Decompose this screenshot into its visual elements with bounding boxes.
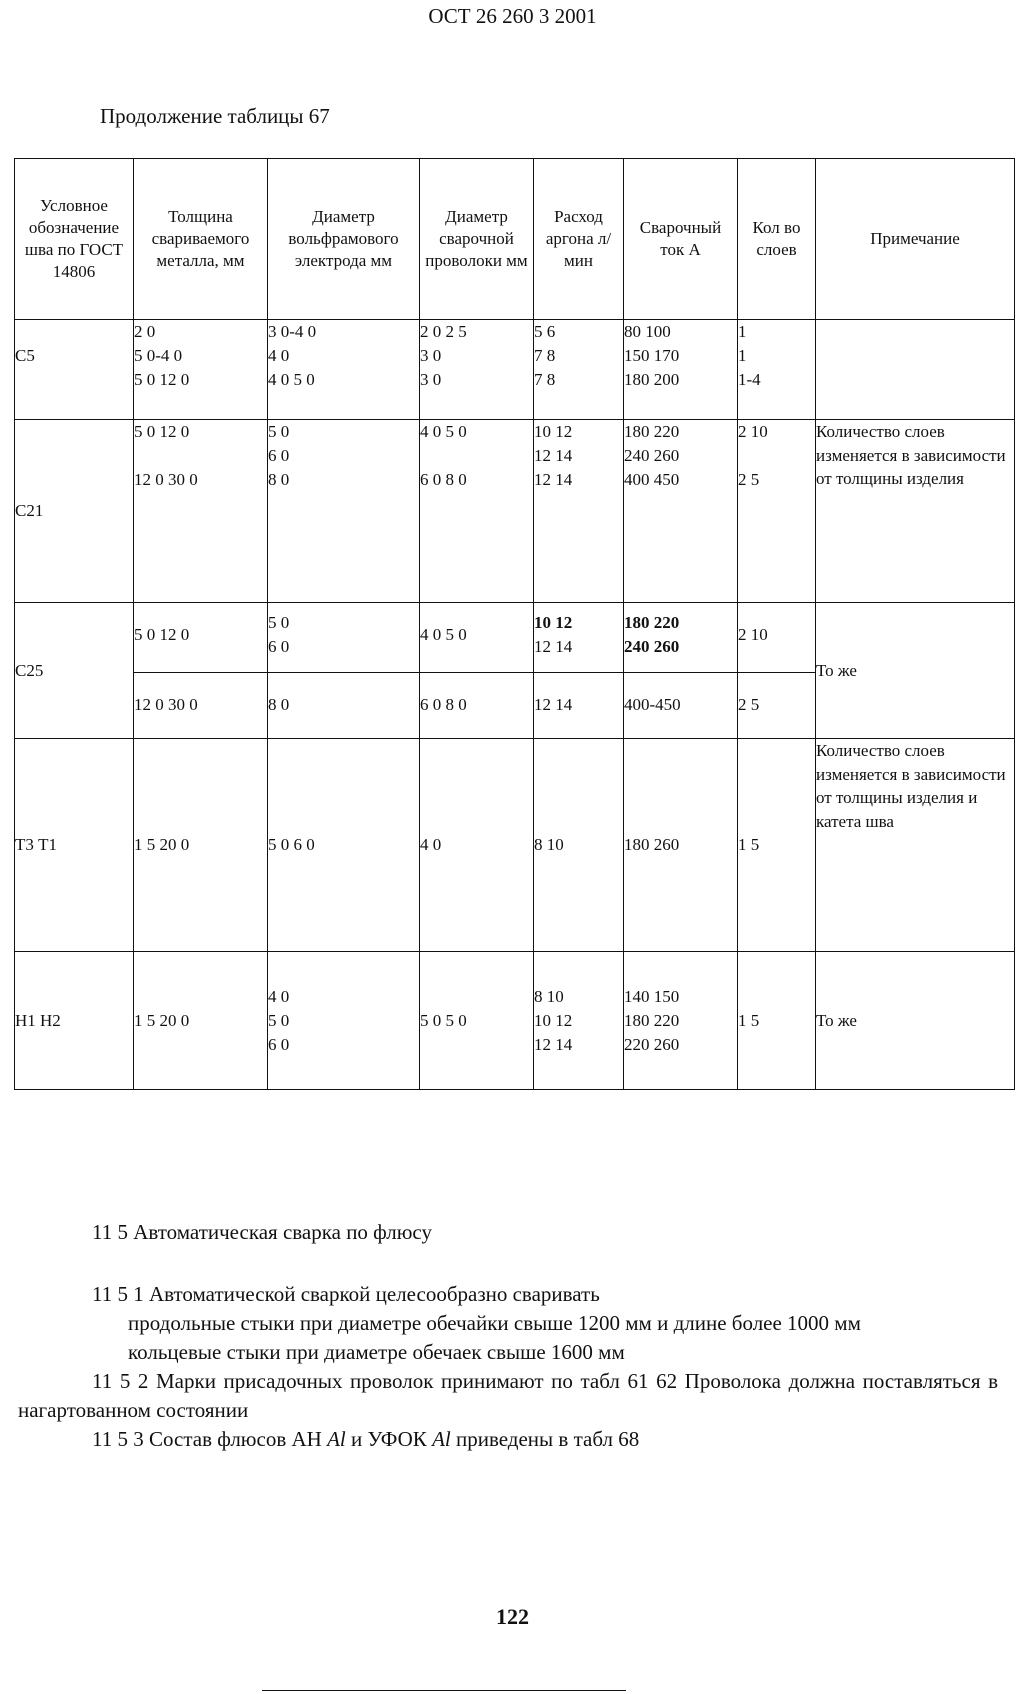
cell-value: 5 0 xyxy=(268,613,290,632)
cell-value: 5 0 xyxy=(268,422,290,441)
footer-rule xyxy=(262,1690,626,1691)
cell-value: 12 0 30 0 xyxy=(134,695,198,714)
paragraph: продольные стыки при диаметре обечайки свыше 1200 мм и длине более 1000 мм xyxy=(128,1311,861,1335)
cell-value xyxy=(134,444,267,468)
cell-value: 220 260 xyxy=(624,1034,680,1054)
cell-value: 12 0 30 0 xyxy=(134,470,198,489)
cell-value: 3 0 xyxy=(420,370,442,389)
cell-current xyxy=(624,673,738,739)
cell-electrode xyxy=(268,603,420,673)
cell-thickness xyxy=(134,603,268,673)
table-caption: Продолжение таблицы 67 xyxy=(100,104,330,128)
cell-value: 12 14 xyxy=(534,1034,573,1054)
cell-value: 1 5 xyxy=(738,1010,760,1030)
cell-value: 2 10 xyxy=(738,625,768,644)
document-header: ОСТ 26 260 3 2001 xyxy=(428,4,597,28)
row-code-text: С5 xyxy=(15,346,35,365)
cell-value: 1 xyxy=(738,346,747,365)
cell-value: 8 10 xyxy=(534,835,564,854)
table-row xyxy=(15,952,1015,1090)
cell-value: 2 0 2 5 xyxy=(420,322,467,341)
col-header-code: Условное обозначение шва по ГОСТ 14806 xyxy=(15,159,134,320)
cell-current xyxy=(624,739,738,952)
cell-value: 7 8 xyxy=(534,346,556,365)
cell-value: 5 0 5 0 xyxy=(420,1010,467,1030)
cell-value: 180 220 xyxy=(624,613,680,632)
row-code-text: Н1 Н2 xyxy=(15,1010,61,1030)
col-header-note: Примечание xyxy=(816,159,1015,320)
formula-al: Al xyxy=(327,1427,346,1451)
row-code xyxy=(15,320,134,420)
cell-value: 6 0 8 0 xyxy=(420,470,467,489)
paragraph: 11 5 1 Автоматической сваркой целесообразно сваривать xyxy=(92,1282,600,1306)
cell-value: 8 10 xyxy=(534,986,564,1006)
cell-value: 2 5 xyxy=(738,695,760,714)
cell-layers xyxy=(738,739,816,952)
paragraph: кольцевые стыки при диаметре обечаек свыше 1600 мм xyxy=(128,1340,625,1364)
row-code xyxy=(15,603,134,739)
cell-value: 10 12 xyxy=(534,422,573,441)
cell-value: 3 0-4 0 xyxy=(268,322,317,341)
cell-thickness xyxy=(134,673,268,739)
col-header-electrode: Диаметр вольфрамового электрода мм xyxy=(268,159,420,320)
cell-value: 6 0 xyxy=(268,1034,290,1054)
cell-note xyxy=(816,320,1015,420)
cell-value: 3 0 xyxy=(420,346,442,365)
cell-value: 240 260 xyxy=(624,637,680,656)
cell-argon xyxy=(534,420,624,603)
cell-value: 10 12 xyxy=(534,613,573,632)
cell-wire xyxy=(420,603,534,673)
cell-layers xyxy=(738,603,816,673)
cell-value: 5 0 12 0 xyxy=(134,422,190,441)
cell-value: 12 14 xyxy=(534,470,573,489)
formula-al: Al xyxy=(432,1427,451,1451)
row-code xyxy=(15,952,134,1090)
cell-value: 2 0 xyxy=(134,322,156,341)
row-code-text: Т3 Т1 xyxy=(15,835,58,854)
section-heading: 11 5 Автоматическая сварка по флюсу xyxy=(92,1220,432,1244)
cell-value: 12 14 xyxy=(534,695,573,714)
table-row xyxy=(15,420,1015,603)
cell-thickness xyxy=(134,420,268,603)
cell-value xyxy=(420,444,533,468)
cell-argon xyxy=(534,673,624,739)
cell-value: 4 0 5 0 xyxy=(420,625,467,644)
cell-argon xyxy=(534,952,624,1090)
cell-wire xyxy=(420,320,534,420)
page-number: 122 xyxy=(496,1604,529,1629)
cell-value: 5 0 12 0 xyxy=(134,370,190,389)
cell-value: 400-450 xyxy=(624,695,681,714)
cell-value: 4 0 xyxy=(420,835,442,854)
cell-note: То же xyxy=(816,952,1015,1090)
cell-value: 1 5 20 0 xyxy=(134,835,190,854)
welding-table xyxy=(14,158,1015,1090)
table-row xyxy=(15,739,1015,952)
cell-value: 5 0-4 0 xyxy=(134,346,183,365)
cell-value: 5 0 6 0 xyxy=(268,835,315,854)
row-code-text: С25 xyxy=(15,660,44,680)
cell-value: 2 10 xyxy=(738,422,768,441)
cell-value: 4 0 xyxy=(268,986,290,1006)
paragraph-text: приведены в табл 68 xyxy=(450,1427,640,1451)
col-header-layers: Кол во слоев xyxy=(738,159,816,320)
cell-current xyxy=(624,420,738,603)
cell-wire xyxy=(420,673,534,739)
paragraph xyxy=(18,1425,998,1454)
cell-value: 8 0 xyxy=(268,695,290,714)
cell-layers xyxy=(738,420,816,603)
cell-value: 2 5 xyxy=(738,470,760,489)
cell-value: 1 5 20 0 xyxy=(134,1010,190,1030)
col-header-thickness: Толщина свариваемого металла, мм xyxy=(134,159,268,320)
cell-value: 140 150 xyxy=(624,986,680,1006)
cell-electrode xyxy=(268,952,420,1090)
cell-current xyxy=(624,320,738,420)
cell-value: 4 0 xyxy=(268,346,290,365)
table-row xyxy=(15,320,1015,420)
cell-value: 4 0 5 0 xyxy=(420,422,467,441)
cell-note: То же xyxy=(816,603,1015,739)
cell-argon xyxy=(534,739,624,952)
cell-wire xyxy=(420,739,534,952)
row-code xyxy=(15,420,134,603)
cell-electrode xyxy=(268,420,420,603)
cell-thickness xyxy=(134,320,268,420)
cell-layers xyxy=(738,673,816,739)
cell-value: 180 220 xyxy=(624,1010,680,1030)
cell-layers xyxy=(738,320,816,420)
cell-value: 8 0 xyxy=(268,470,290,489)
cell-value: 7 8 xyxy=(534,370,556,389)
cell-value: 6 0 xyxy=(268,446,290,465)
cell-value: 5 0 12 0 xyxy=(134,625,190,644)
cell-current xyxy=(624,603,738,673)
cell-value: 12 14 xyxy=(534,637,573,656)
col-header-current: Сварочный ток А xyxy=(624,159,738,320)
cell-value: 80 100 xyxy=(624,322,671,341)
row-code xyxy=(15,739,134,952)
section-body xyxy=(18,1280,998,1454)
cell-value: 6 0 xyxy=(268,637,290,656)
cell-thickness xyxy=(134,952,268,1090)
cell-value: 400 450 xyxy=(624,470,680,489)
cell-value: 5 0 xyxy=(268,1010,290,1030)
cell-value: 1-4 xyxy=(738,370,761,389)
cell-note: Количество слоев изменяется в зависимости от толщины изделия и катета шва xyxy=(816,739,1015,952)
cell-wire xyxy=(420,420,534,603)
cell-value: 1 xyxy=(738,322,747,341)
cell-electrode xyxy=(268,673,420,739)
paragraph: 11 5 2 Марки присадочных проволок принимают по табл 61 62 Проволока должна поставляться в нагартованном состоянии xyxy=(18,1369,998,1422)
cell-electrode xyxy=(268,320,420,420)
cell-electrode xyxy=(268,739,420,952)
cell-thickness xyxy=(134,739,268,952)
cell-current xyxy=(624,952,738,1090)
cell-value xyxy=(738,444,815,468)
paragraph-text: и УФОК xyxy=(345,1427,433,1451)
cell-value: 240 260 xyxy=(624,446,680,465)
cell-argon xyxy=(534,603,624,673)
cell-value: 180 220 xyxy=(624,422,680,441)
table-row xyxy=(15,603,1015,673)
row-code-text: С21 xyxy=(15,501,44,520)
cell-argon xyxy=(534,320,624,420)
table-header-row xyxy=(15,159,1015,320)
cell-value: 180 200 xyxy=(624,370,680,389)
paragraph-text: 11 5 3 Состав флюсов АН xyxy=(92,1427,328,1451)
cell-value: 4 0 5 0 xyxy=(268,370,315,389)
cell-wire xyxy=(420,952,534,1090)
col-header-wire: Диаметр сварочной проволоки мм xyxy=(420,159,534,320)
cell-value: 5 6 xyxy=(534,322,556,341)
cell-note: Количество слоев изменяется в зависимости от толщины изделия xyxy=(816,420,1015,603)
cell-value: 150 170 xyxy=(624,346,680,365)
cell-value: 180 260 xyxy=(624,835,680,854)
cell-value: 6 0 8 0 xyxy=(420,695,467,714)
cell-value: 10 12 xyxy=(534,1010,573,1030)
col-header-argon: Расход аргона л/мин xyxy=(534,159,624,320)
cell-layers xyxy=(738,952,816,1090)
cell-value: 1 5 xyxy=(738,835,760,854)
cell-value: 12 14 xyxy=(534,446,573,465)
